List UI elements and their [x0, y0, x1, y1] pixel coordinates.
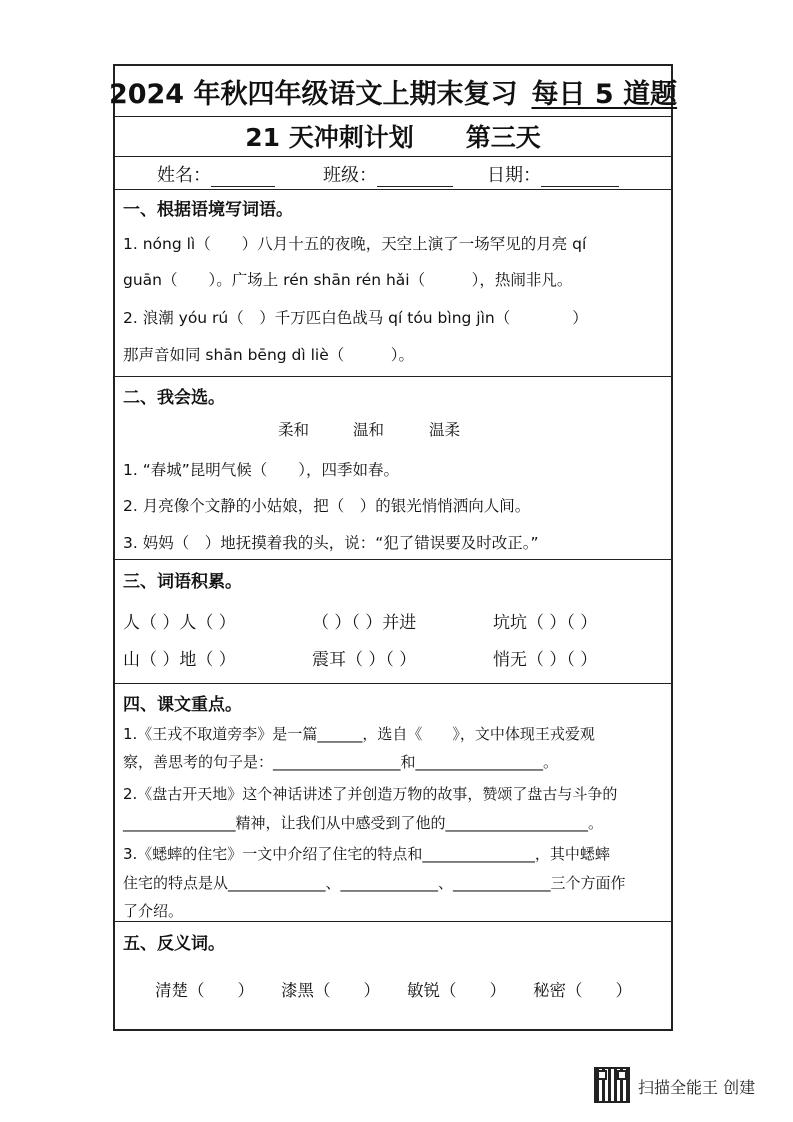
word-option: 温柔 [429, 421, 461, 439]
section-4-line: 了介绍。 [123, 902, 184, 920]
section-2-line: 1. “春城”昆明气候（ ），四季如春。 [123, 461, 400, 479]
idiom-item: 坑坑（ ）（ ） [493, 613, 598, 633]
date-label: 日期： [487, 165, 541, 186]
worksheet [108, 64, 678, 1031]
subtitle-plan: 21 天冲刺计划 [245, 123, 414, 152]
section-2-line: 3. 妈妈（ ）地抚摸着我的头，说：“犯了错误要及时改正。” [123, 534, 539, 552]
word-option: 温和 [353, 421, 385, 439]
idiom-item: （ ）（ ）并进 [312, 613, 417, 633]
section-2-heading: 二、我会选。 [123, 388, 225, 408]
section-1-line: guān（ ）。广场上 rén shān rén hǎi（ ），热闹非凡。 [123, 271, 573, 289]
section-3 [115, 559, 671, 683]
section-4-line: _______________精神，让我们从中感受到了他的___________________。 [123, 814, 604, 832]
section-1-line: 1. nóng lì（ ）八月十五的夜晚，天空上演了一场罕见的月亮 qí [123, 235, 587, 253]
section-4 [115, 683, 671, 921]
idiom-item: 震耳（ ）（ ） [312, 650, 417, 670]
antonym-item: 清楚（ ） [155, 981, 254, 1000]
section-4-line: 察，善思考的句子是：_________________和_________________。 [123, 753, 559, 771]
section-4-line: 住宅的特点是从_____________、_____________、_____________三个方面作 [123, 874, 626, 892]
section-4-heading: 四、课文重点。 [123, 695, 242, 715]
word-option: 柔和 [278, 421, 310, 439]
antonym-item: 敏锐（ ） [407, 981, 506, 1000]
title-part1: 2024 年秋四年级语文上期末复习 [108, 78, 518, 110]
section-1-heading: 一、根据语境写词语。 [123, 200, 293, 220]
title-part2: 每日 5 道题 [531, 78, 678, 110]
class-field[interactable] [377, 168, 453, 187]
antonym-item: 漆黑（ ） [281, 981, 380, 1000]
section-3-heading: 三、词语积累。 [123, 572, 242, 592]
section-5-heading: 五、反义词。 [123, 934, 225, 954]
idiom-item: 悄无（ ）（ ） [493, 650, 598, 670]
class-label: 班级： [323, 165, 377, 186]
date-field[interactable] [541, 168, 619, 187]
section-1-line: 那声音如同 shān bēng dì liè（ ）。 [123, 346, 415, 364]
idiom-item: 人（ ）人（ ） [123, 613, 236, 633]
qr-code-icon [594, 1067, 630, 1103]
section-4-line: 3.《蟋蟀的住宅》一文中介绍了住宅的特点和_______________，其中蟋蟀 [123, 845, 610, 863]
section-2-line: 2. 月亮像个文静的小姑娘，把（ ）的银光悄悄洒向人间。 [123, 497, 531, 515]
student-info-row [115, 156, 671, 190]
worksheet-title [108, 66, 678, 117]
subtitle-day: 第三天 [465, 123, 541, 152]
section-4-line: 2.《盘古开天地》这个神话讲述了并创造万物的故事，赞颂了盘古与斗争的 [123, 785, 618, 803]
section-2 [115, 376, 671, 559]
section-1-line: 2. 浪潮 yóu rú（ ）千万匹白色战马 qí tóu bìng jìn（ ） [123, 309, 588, 327]
name-label: 姓名： [157, 165, 211, 186]
section-1 [115, 189, 671, 376]
scanner-credit: 扫描全能王 创建 [638, 1078, 756, 1097]
name-field[interactable] [211, 168, 275, 187]
section-4-line: 1.《王戎不取道旁李》是一篇______，选自《 》，文中体现王戎爱观 [123, 725, 595, 743]
worksheet-subtitle [115, 116, 671, 157]
section-5 [115, 921, 671, 1029]
idiom-item: 山（ ）地（ ） [123, 650, 236, 670]
antonym-item: 秘密（ ） [533, 981, 632, 1000]
